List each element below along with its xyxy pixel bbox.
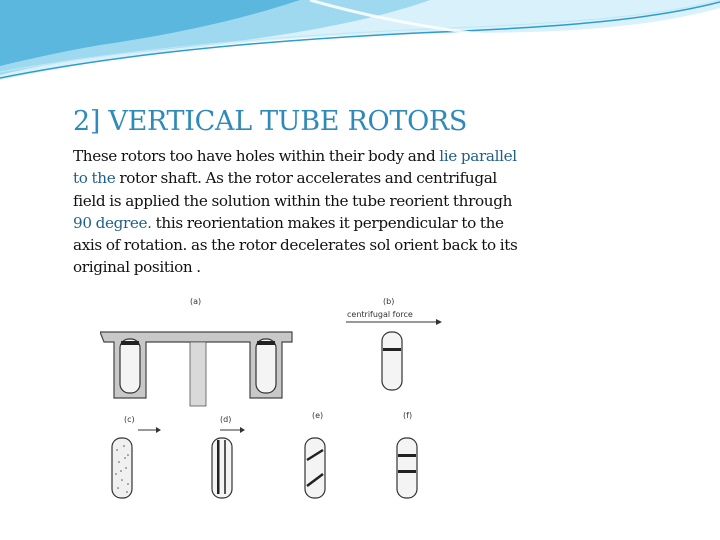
tube-d	[212, 438, 232, 498]
tube-e	[305, 438, 325, 498]
slide-paragraph	[73, 145, 518, 279]
highlighted-phrase: lie parallel to the	[73, 147, 517, 188]
paragraph-text: this reorientation makes it perpendicular to the axis of rotation. as the rotor decelerates sol orient back to its original position .	[73, 213, 518, 277]
label-f: (f)	[403, 411, 413, 420]
tube-c	[112, 438, 132, 498]
tube-a-left-band	[121, 341, 139, 345]
tube-b	[382, 332, 402, 390]
highlighted-phrase: 90 degree.	[73, 213, 152, 232]
rotor-tube-diagram	[100, 290, 460, 510]
centrifugal-force-label: centrifugal force	[347, 310, 413, 319]
label-c: (c)	[124, 415, 135, 424]
paragraph-text: rotor shaft. As the rotor accelerates and centrifugal field is applied the solution within the tube reorient through	[73, 169, 513, 210]
label-e: (e)	[312, 411, 324, 420]
tube-a-right	[256, 339, 276, 393]
paragraph-text: These rotors too have holes within their body and	[73, 147, 440, 165]
slide-title: 2] VERTICAL TUBE ROTORS	[73, 106, 468, 137]
header-wave-decoration	[0, 0, 720, 90]
tube-a-left	[120, 339, 140, 393]
arrow-c-head	[156, 427, 161, 433]
label-b: (b)	[383, 297, 395, 306]
arrow-d-head	[240, 427, 245, 433]
rotor-a	[100, 332, 292, 406]
label-d: (d)	[220, 415, 232, 424]
rotor-shaft	[190, 342, 206, 406]
tube-a-right-band	[257, 341, 275, 345]
force-arrow-head	[436, 319, 442, 325]
tube-f	[397, 438, 417, 498]
label-a: (a)	[190, 297, 202, 306]
